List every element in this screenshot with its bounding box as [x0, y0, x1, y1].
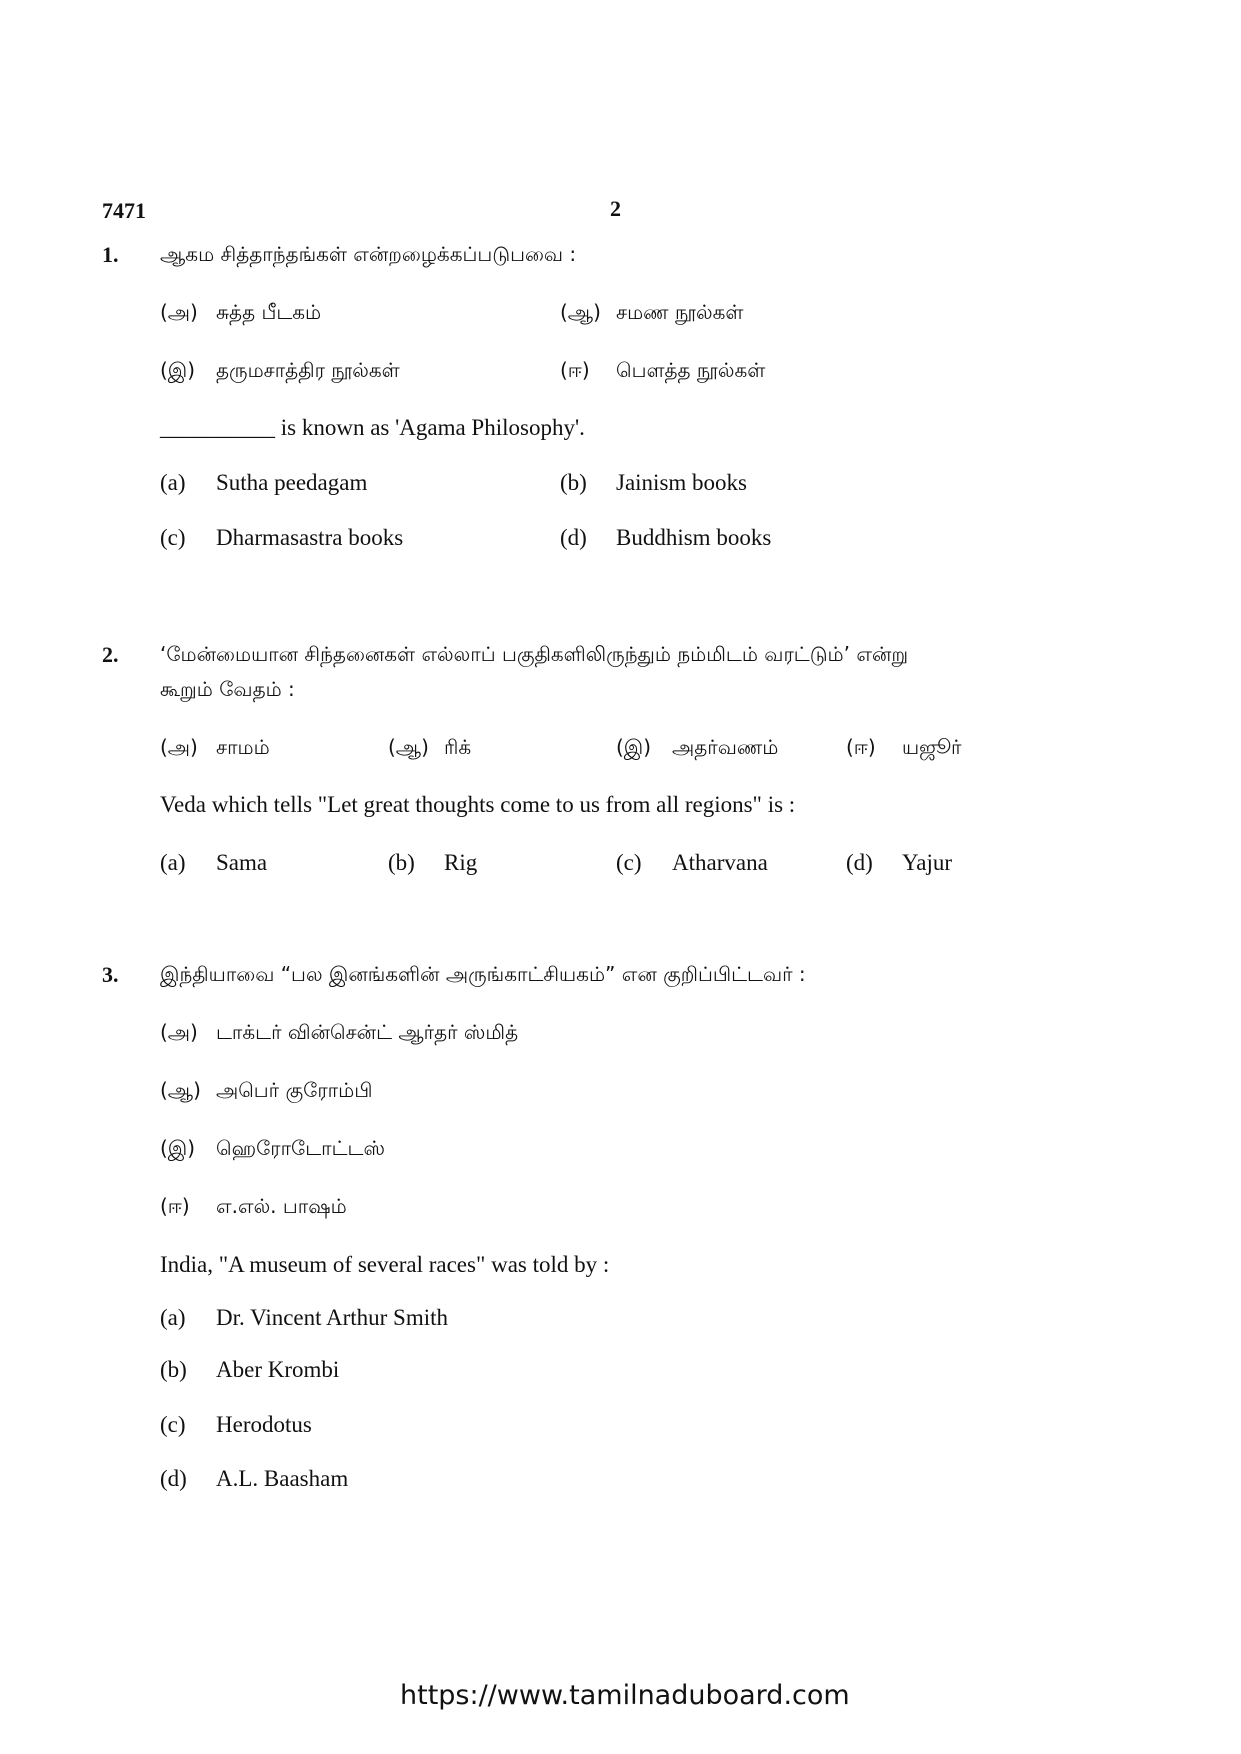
- option-english-b: [560, 470, 747, 496]
- option-english-d: [560, 525, 771, 551]
- option-text: ஹெரோடோட்டஸ்: [216, 1136, 385, 1160]
- option-text: Yajur: [902, 850, 953, 875]
- option-marker: (d): [560, 525, 587, 550]
- option-english-c: [160, 525, 403, 551]
- question-text-tamil: இந்தியாவை “பல இனங்களின் அருங்காட்சியகம்” என குறிப்பிட்டவர் :: [160, 962, 806, 986]
- option-text: Dr. Vincent Arthur Smith: [216, 1305, 449, 1330]
- option-text: Atharvana: [672, 850, 768, 875]
- option-marker: (d): [846, 850, 873, 875]
- option-text: Herodotus: [216, 1412, 312, 1437]
- option-marker: (இ): [160, 358, 196, 382]
- option-english-b: [160, 1357, 339, 1383]
- option-marker: (அ): [160, 300, 198, 324]
- option-text: Buddhism books: [616, 525, 772, 550]
- paper-code: 7471: [102, 198, 146, 223]
- option-marker: (b): [560, 470, 587, 495]
- option-marker: (அ): [160, 1020, 198, 1044]
- option-tamil-1: [160, 300, 321, 327]
- page-number: 2: [610, 196, 621, 221]
- option-marker: (c): [616, 850, 642, 875]
- option-tamil-2: [160, 1078, 372, 1105]
- option-marker: (d): [160, 1466, 187, 1491]
- option-text: ரிக்: [444, 735, 472, 759]
- option-english-a: [160, 470, 367, 496]
- option-english-a: [160, 1305, 448, 1331]
- option-english-c: [616, 850, 768, 876]
- option-marker: (ஈ): [846, 735, 876, 759]
- option-text: Jainism books: [616, 470, 747, 495]
- option-text: யஜூர்: [902, 735, 962, 759]
- option-text: சுத்த பீடகம்: [216, 300, 322, 324]
- option-text: அதர்வணம்: [672, 735, 779, 759]
- option-text: Aber Krombi: [216, 1357, 340, 1382]
- option-tamil-1: [160, 1020, 518, 1047]
- option-text: A.L. Baasham: [216, 1466, 349, 1491]
- option-tamil-4: [160, 1194, 347, 1221]
- question-number: 2.: [102, 642, 119, 667]
- question-text-tamil: ‘மேன்மையான சிந்தனைகள் எல்லாப் பகுதிகளிலிருந்தும் நம்மிடம் வரட்டும்’ என்று: [160, 642, 909, 666]
- option-english-c: [160, 1412, 312, 1438]
- option-english-b: [388, 850, 477, 876]
- option-text: அபெர் குரோம்பி: [216, 1078, 373, 1102]
- option-marker: (ஆ): [160, 1078, 201, 1102]
- option-marker: (ஈ): [160, 1194, 190, 1218]
- option-marker: (ஆ): [560, 300, 601, 324]
- option-tamil-1: [160, 735, 270, 762]
- option-tamil-4: [560, 358, 765, 385]
- option-marker: (a): [160, 1305, 186, 1330]
- option-tamil-4: [846, 735, 961, 762]
- option-english-a: [160, 850, 267, 876]
- option-marker: (b): [160, 1357, 187, 1382]
- option-tamil-3: [160, 358, 400, 385]
- option-marker: (a): [160, 850, 186, 875]
- option-english-d: [160, 1466, 348, 1492]
- option-marker: (இ): [616, 735, 652, 759]
- question-text-english: __________ is known as 'Agama Philosophy'.: [160, 415, 585, 440]
- option-marker: (c): [160, 1412, 186, 1437]
- question-text-english: Veda which tells "Let great thoughts come to us from all regions" is :: [160, 792, 796, 817]
- option-marker: (c): [160, 525, 186, 550]
- question-text-tamil-line2: கூறும் வேதம் :: [160, 677, 295, 701]
- option-tamil-3: [616, 735, 778, 762]
- option-text: சாமம்: [216, 735, 270, 759]
- option-marker: (அ): [160, 735, 198, 759]
- option-text: பௌத்த நூல்கள்: [616, 358, 766, 382]
- option-marker: (ஈ): [560, 358, 590, 382]
- option-text: டாக்டர் வின்சென்ட் ஆர்தர் ஸ்மித்: [216, 1020, 519, 1044]
- option-text: Sama: [216, 850, 268, 875]
- option-marker: (b): [388, 850, 415, 875]
- question-number: 3.: [102, 962, 119, 987]
- question-number: 1.: [102, 242, 119, 267]
- option-text: Dharmasastra books: [216, 525, 404, 550]
- option-text: தருமசாத்திர நூல்கள்: [216, 358, 400, 382]
- question-text-tamil: ஆகம சித்தாந்தங்கள் என்றழைக்கப்படுபவை :: [160, 242, 577, 266]
- option-text: Rig: [444, 850, 478, 875]
- option-marker: (a): [160, 470, 186, 495]
- option-tamil-3: [160, 1136, 385, 1163]
- footer-url[interactable]: https://www.tamilnaduboard.com: [400, 1680, 850, 1711]
- option-marker: (ஆ): [388, 735, 429, 759]
- option-marker: (இ): [160, 1136, 196, 1160]
- option-tamil-2: [560, 300, 743, 327]
- option-english-d: [846, 850, 952, 876]
- option-text: எ.எல். பாஷம்: [216, 1194, 347, 1218]
- option-tamil-2: [388, 735, 471, 762]
- option-text: சமண நூல்கள்: [616, 300, 744, 324]
- option-text: Sutha peedagam: [216, 470, 368, 495]
- question-text-english: India, "A museum of several races" was told by :: [160, 1252, 610, 1277]
